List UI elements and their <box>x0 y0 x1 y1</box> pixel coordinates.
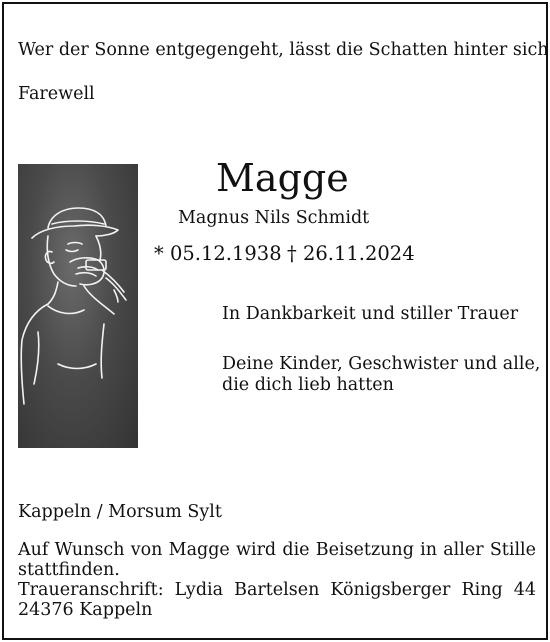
deceased-nickname: Magge <box>216 156 349 200</box>
mourning-address: Traueranschrift: Lydia Bartelsen Königsberger Ring 44 24376 Kappeln <box>18 580 536 620</box>
motto: Wer der Sonne entgegengeht, lässt die Schatten hinter sich <box>18 40 549 60</box>
gratitude-line: In Dankbarkeit und stiller Trauer <box>222 304 519 324</box>
deceased-full-name: Magnus Nils Schmidt <box>178 208 370 228</box>
farewell-heading: Farewell <box>18 84 95 104</box>
funeral-info: Auf Wunsch von Magge wird die Beisetzung in aller Stille stattfinden. <box>18 540 536 580</box>
place-line: Kappeln / Morsum Sylt <box>18 502 222 522</box>
funeral-notice <box>18 540 536 620</box>
mourners: Deine Kinder, Geschwister und alle, die dich lieb hatten <box>222 354 541 395</box>
birth-date: * 05.12.1938 <box>154 242 282 265</box>
harmonica-player-icon <box>18 164 138 448</box>
death-date: † 26.11.2024 <box>287 242 415 265</box>
portrait-image <box>18 164 138 448</box>
